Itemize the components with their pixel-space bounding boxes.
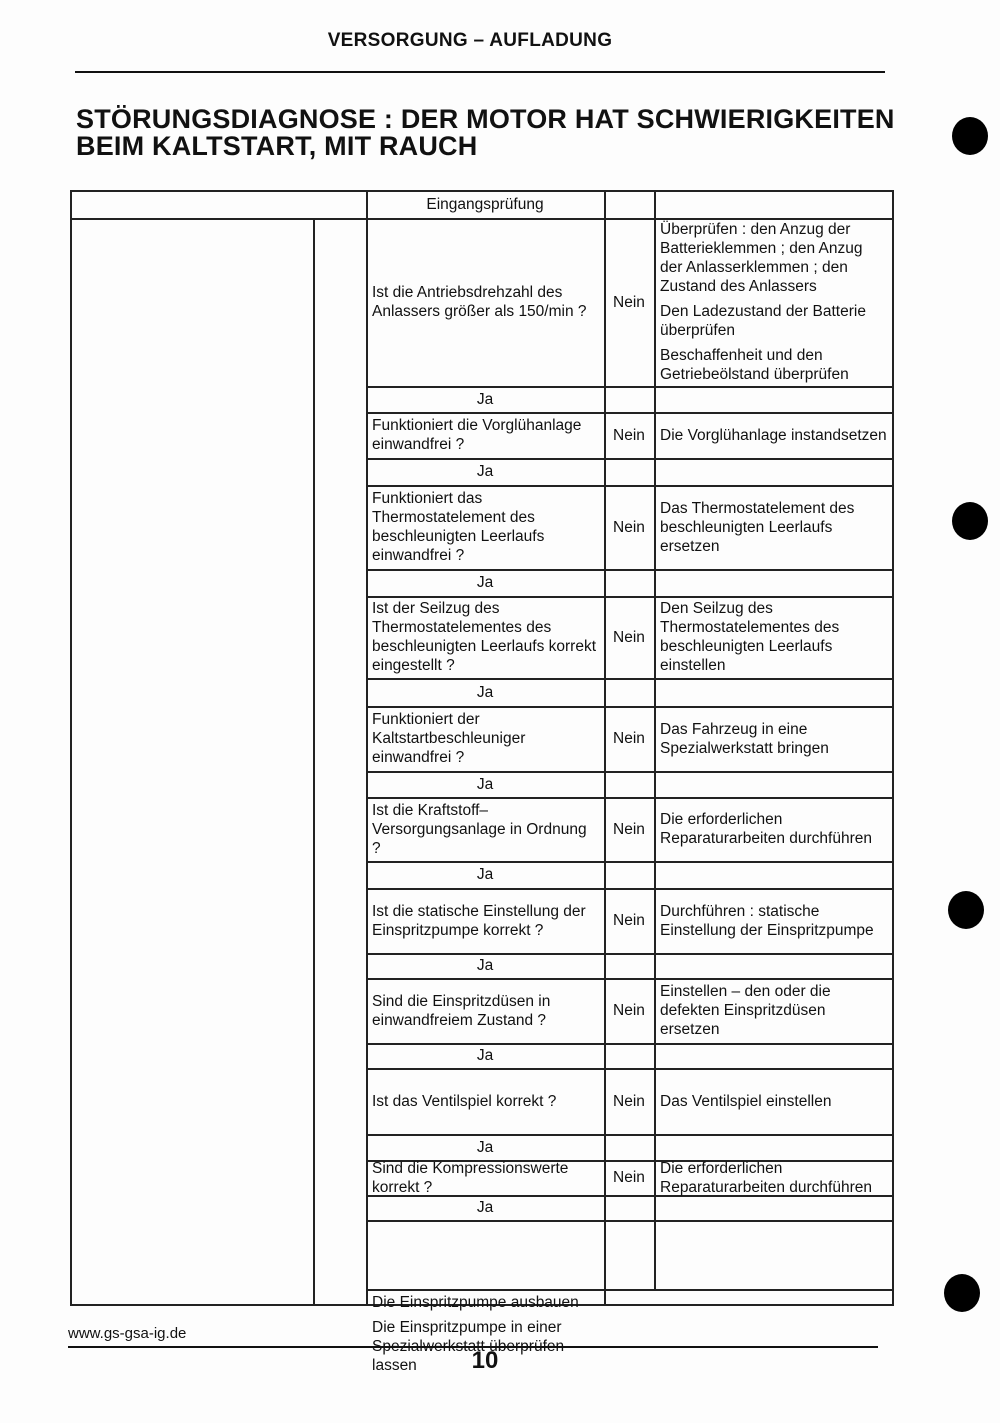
no-label-text: Nein — [613, 518, 645, 536]
no-label-text: Nein — [613, 628, 645, 646]
action-text: Den Ladezustand der Batterie überprüfen — [660, 303, 866, 339]
yes-label-text: Ja — [476, 957, 494, 974]
no-label — [604, 797, 654, 861]
question-cell-text: Ist die Antriebsdrehzahl des Anlassers größer als 150/min ? — [372, 284, 587, 320]
yes-label — [366, 771, 604, 797]
binder-hole-2 — [952, 502, 988, 540]
action-text: Durchführen : statische Einstellung der Einspritzpumpe — [660, 902, 874, 939]
start-label — [366, 190, 604, 218]
yes-label — [366, 569, 604, 596]
no-label — [604, 888, 654, 953]
binder-hole-3 — [948, 891, 984, 929]
yes-label-text: Ja — [476, 574, 494, 591]
yes-label — [366, 458, 604, 485]
question-cell-text: Funktioniert der Kaltstartbeschleuniger einwandfrei ? — [372, 711, 526, 766]
no-label-text: Nein — [613, 1092, 645, 1110]
no-label — [604, 412, 654, 458]
action-cell — [654, 1068, 894, 1134]
no-label — [604, 1160, 654, 1195]
action-text: Die Vorglühanlage instandsetzen — [660, 426, 887, 444]
question-cell — [366, 888, 604, 953]
no-label — [604, 978, 654, 1043]
action-cell — [654, 596, 894, 678]
no-label-text: Nein — [613, 820, 645, 838]
action-cell — [654, 412, 894, 458]
no-label — [604, 485, 654, 569]
no-label — [604, 706, 654, 771]
question-cell — [366, 797, 604, 861]
question-cell-text: Funktioniert das Thermostatelement des beschleunigten Leerlaufs einwandfrei ? — [372, 490, 545, 564]
no-label-text: Nein — [613, 1169, 645, 1186]
binder-hole-1 — [952, 117, 988, 155]
no-label-text: Nein — [613, 426, 645, 444]
action-text: Die erforderlichen Reparaturarbeiten durchführen — [660, 811, 872, 847]
action-cell — [654, 218, 894, 386]
action-text: Das Thermostatelement des beschleunigten Leerlaufs ersetzen — [660, 499, 855, 555]
question-cell-text: Ist das Ventilspiel korrekt ? — [372, 1092, 557, 1110]
question-cell-text: Sind die Kompressionswerte korrekt ? — [372, 1159, 569, 1196]
question-cell — [366, 218, 604, 386]
action-cell — [654, 797, 894, 861]
question-cell — [366, 485, 604, 569]
question-cell-text: Ist die statische Einstellung der Einspritzpumpe korrekt ? — [372, 902, 586, 939]
question-cell — [366, 412, 604, 458]
binder-hole-4 — [944, 1274, 980, 1312]
action-cell — [654, 485, 894, 569]
yes-label-text: Ja — [476, 866, 494, 883]
action-text: Die erforderlichen Reparaturarbeiten durchführen — [660, 1159, 872, 1196]
question-cell-text: Ist die Kraftstoff–Versorgungsanlage in Ordnung ? — [372, 801, 587, 857]
no-label — [604, 1068, 654, 1134]
yes-label — [366, 386, 604, 412]
start-label-text: Eingangsprüfung — [426, 195, 544, 213]
section-header: VERSORGUNG – AUFLADUNG — [327, 30, 613, 51]
question-cell — [366, 596, 604, 678]
action-text: Überprüfen : den Anzug der Batterieklemmen ; den Anzug der Anlasserklemmen ; den Zustand des Anlassers — [660, 221, 863, 295]
question-cell — [366, 1160, 604, 1195]
yes-label — [366, 953, 604, 978]
yes-label-text: Ja — [476, 463, 494, 480]
question-cell — [366, 706, 604, 771]
yes-label-text: Ja — [476, 1047, 494, 1064]
action-text: Das Fahrzeug in eine Spezialwerkstatt bringen — [660, 720, 829, 757]
no-label-text: Nein — [613, 293, 645, 311]
yes-label — [366, 861, 604, 888]
no-label — [604, 596, 654, 678]
no-label-text: Nein — [613, 1002, 645, 1019]
yes-label-text: Ja — [476, 1138, 494, 1156]
yes-label-text: Ja — [476, 1199, 494, 1216]
yes-label — [366, 1134, 604, 1160]
question-cell-text: Ist der Seilzug des Thermostatelementes des beschleunigten Leerlaufs korrekt eingestellt ? — [372, 600, 597, 674]
action-text: Das Ventilspiel einstellen — [660, 1092, 832, 1110]
question-cell-text: Funktioniert die Vorglühanlage einwandfrei ? — [372, 417, 582, 453]
question-cell — [366, 978, 604, 1043]
no-label-text: Nein — [613, 730, 645, 747]
yes-label — [366, 678, 604, 706]
yes-label-text: Ja — [476, 390, 494, 408]
action-text: Beschaffenheit und den Getriebeölstand überprüfen — [660, 347, 849, 383]
yes-label — [366, 1043, 604, 1068]
footer-url: www.gs-gsa-ig.de — [68, 1325, 187, 1342]
action-text: Einstellen – den oder die defekten Einspritzdüsen ersetzen — [660, 983, 831, 1038]
action-cell — [654, 888, 894, 953]
table-row-line — [366, 1220, 894, 1222]
yes-label — [366, 1195, 604, 1220]
page-number: 10 — [471, 1347, 499, 1374]
action-text: Den Seilzug des Thermostatelementes des beschleunigten Leerlaufs einstellen — [660, 600, 840, 674]
yes-label-text: Ja — [476, 683, 494, 701]
action-cell — [654, 1160, 894, 1195]
page-title: STÖRUNGSDIAGNOSE : DER MOTOR HAT SCHWIERIGKEITEN BEIM KALTSTART, MIT RAUCH — [76, 104, 895, 161]
header-rule — [75, 71, 885, 73]
action-cell — [654, 706, 894, 771]
action-cell — [654, 978, 894, 1043]
final-action-text: Die Einspritzpumpe ausbauen — [372, 1294, 579, 1311]
table-column-line — [313, 218, 315, 1306]
final-action-text: Die Einspritzpumpe in einer Spezialwerkstatt überprüfen lassen — [372, 1319, 565, 1374]
no-label — [604, 218, 654, 386]
question-cell-text: Sind die Einspritzdüsen in einwandfreiem Zustand ? — [372, 992, 551, 1029]
yes-label-text: Ja — [476, 775, 494, 793]
no-label-text: Nein — [613, 912, 645, 929]
question-cell — [366, 1068, 604, 1134]
